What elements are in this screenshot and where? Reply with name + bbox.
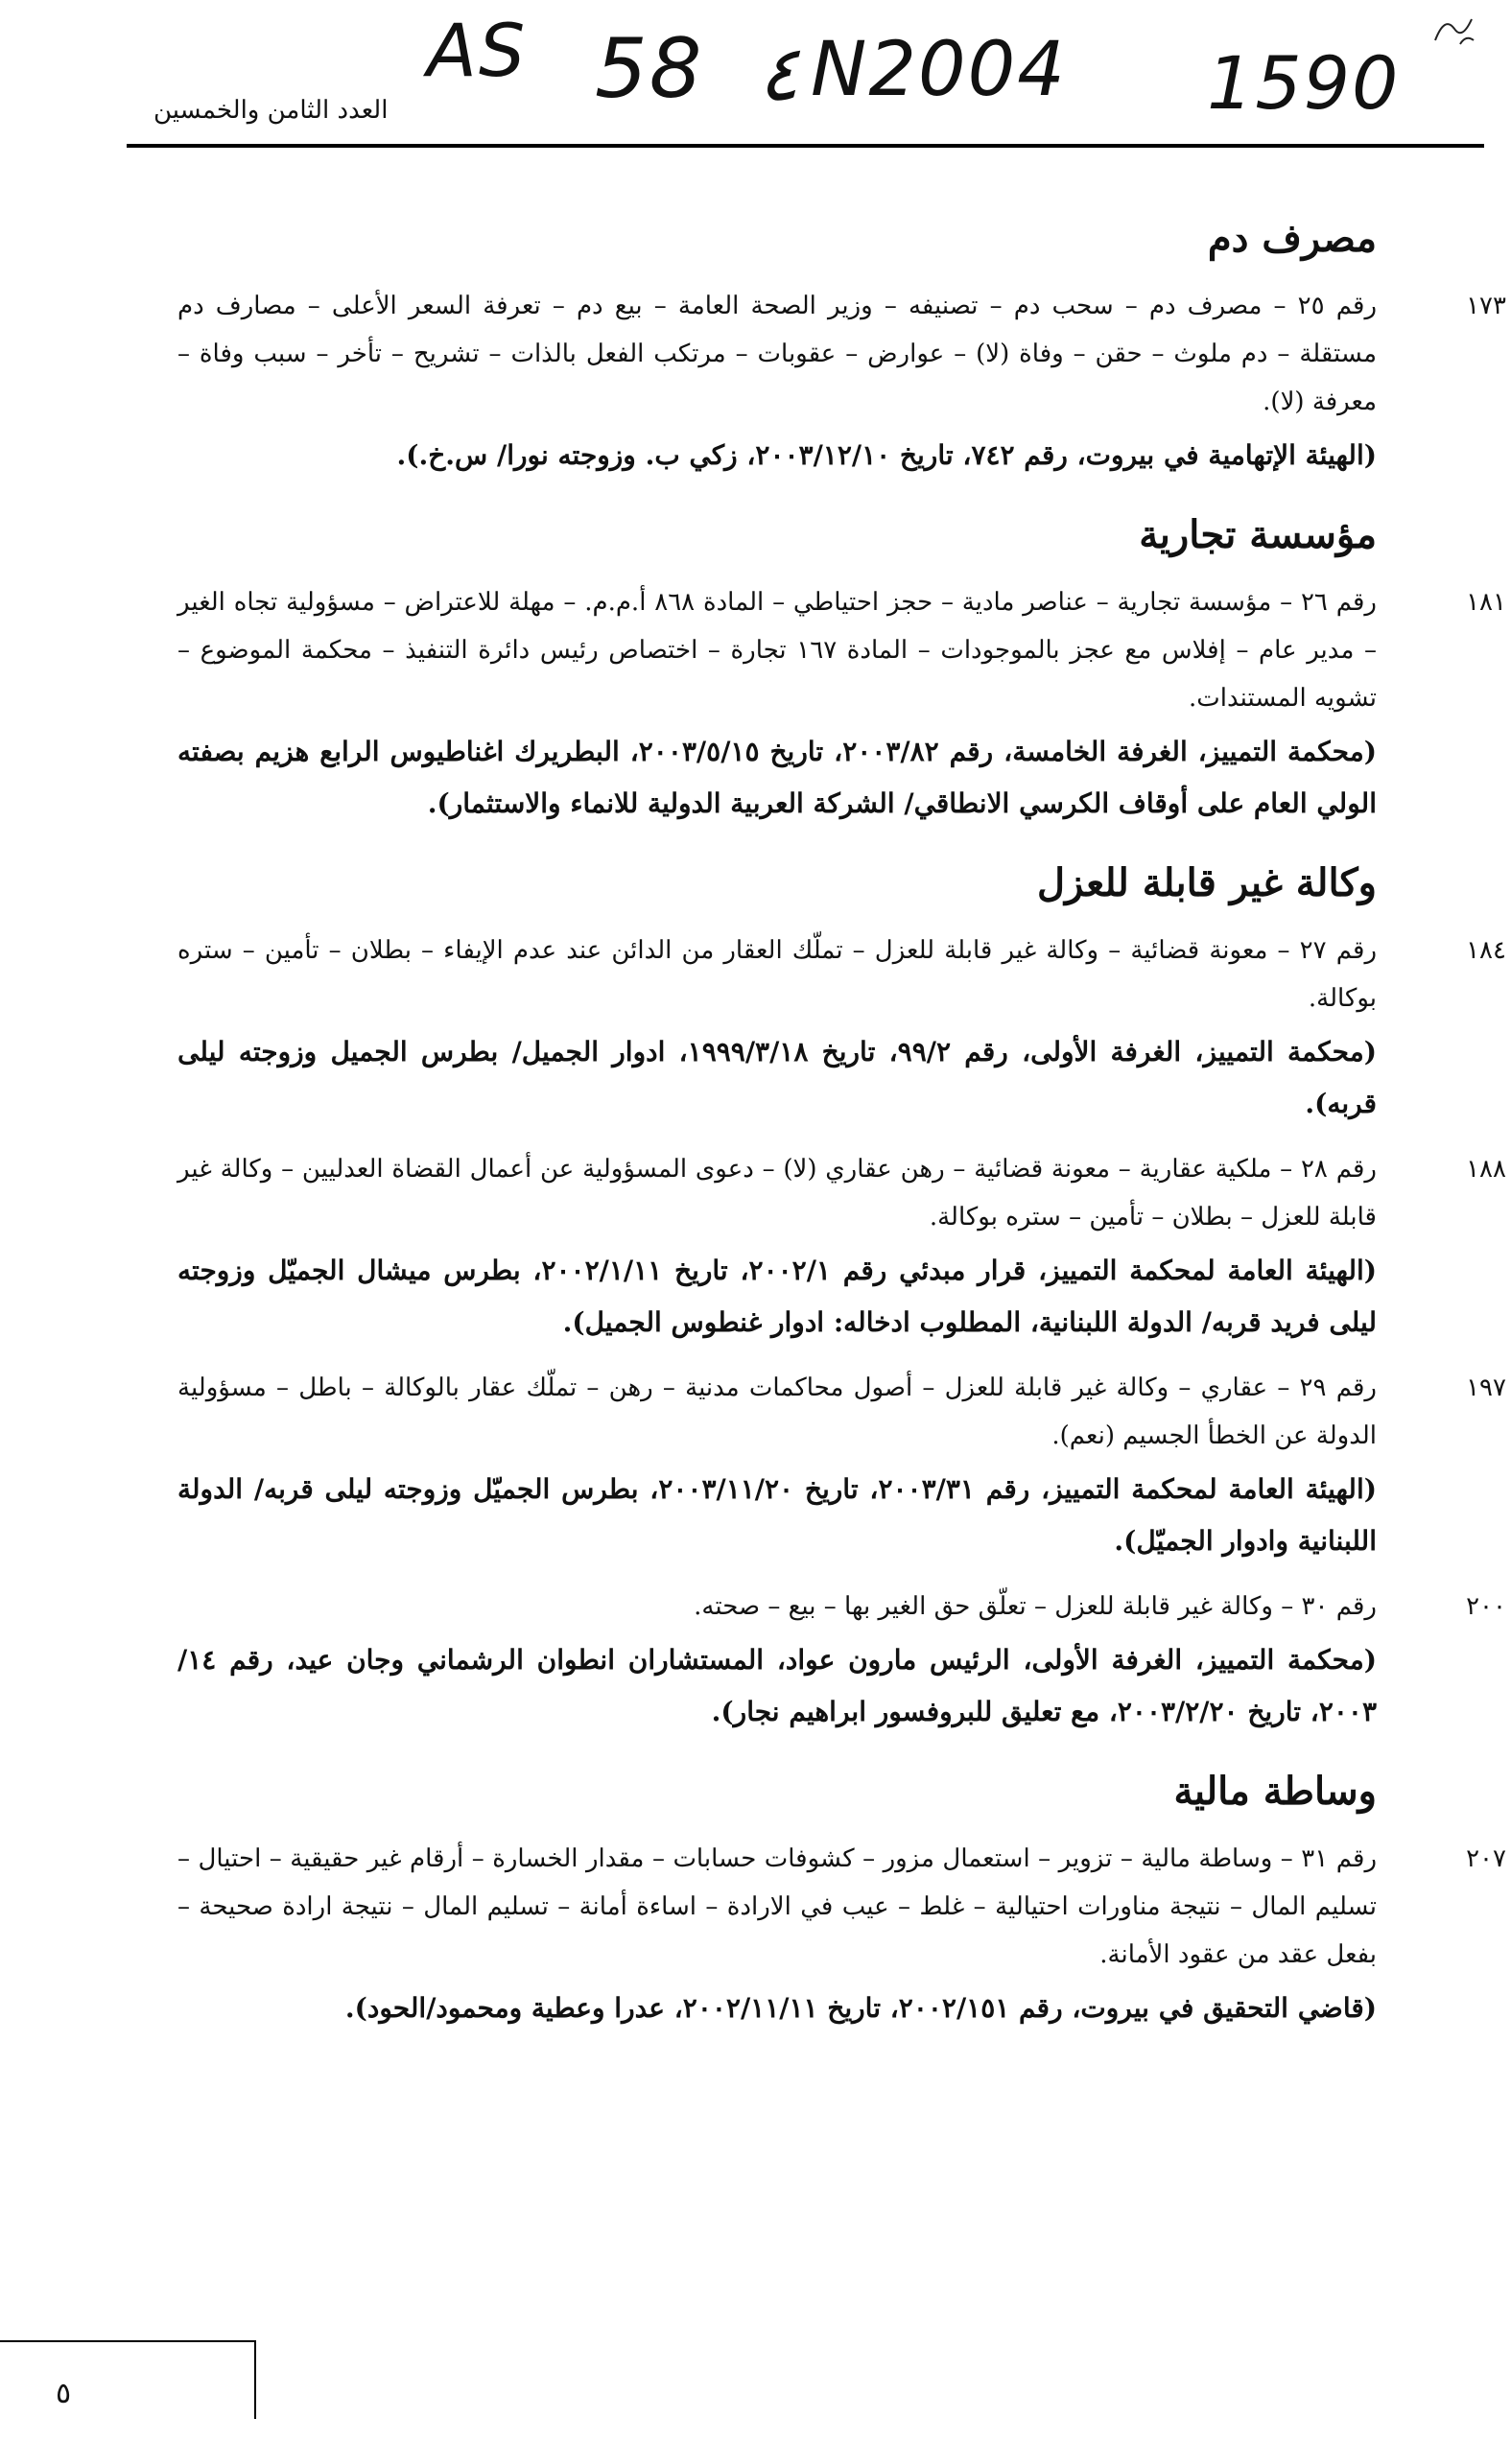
handwritten-annotation-as: AS [427, 8, 528, 93]
entry-citation: (قاضي التحقيق في بيروت، رقم ٢٠٠٢/١٥١، تاريخ ٢٠٠٢/١١/١١، عدرا وعطية ومحمود/الحود). [344, 1992, 1377, 2024]
entry-keywords: رقم ٣١ – وساطة مالية – تزوير – استعمال مزور – كشوفات حسابات – مقدار الخسارة – أرقام غير حقيقية – احتيال – تسليم المال – نتيجة مناورات احتيالية – غلط – عيب في الارادة – اساءة أمانة – تسليم المال – نتيجة ارادة صحيحة – بفعل عقد من عقود الأمانة. [177, 1844, 1377, 1969]
entry-keywords: رقم ٢٦ – مؤسسة تجارية – عناصر مادية – حجز احتياطي – المادة ٨٦٨ أ.م.م. – مهلة للاعتراض – مسؤولية تجاه الغير – مدير عام – إفلاس مع عجز بالموجودات – المادة ١٦٧ تجارة – اختصاص رئيس دائرة التنفيذ – محكمة الموضوع – تشويه المستندات. [177, 588, 1377, 713]
footer-box [0, 2340, 256, 2419]
corner-scribble-icon [1431, 12, 1476, 50]
entry-citation: (الهيئة الإتهامية في بيروت، رقم ٧٤٢، تاريخ ٢٠٠٣/١٢/١٠، زكي ب. وزوجته نورا/ س.خ.). [396, 439, 1377, 471]
entry-keywords: رقم ٢٩ – عقاري – وكالة غير قابلة للعزل – أصول محاكمات مدنية – رهن – تملّك عقار بالوكالة – باطل – مسؤولية الدولة عن الخطأ الجسيم (نعم). [177, 1373, 1377, 1450]
section-heading: وكالة غير قابلة للعزل [1036, 860, 1377, 905]
entry-number: ١٧٣ [1466, 292, 1506, 320]
entry-keywords: رقم ٢٥ – مصرف دم – سحب دم – تصنيفه – وزير الصحة العامة – بيع دم – تعرفة السعر الأعلى – مصارف دم مستقلة – دم ملوث – حقن – وفاة (لا) – عوارض – عقوبات – مرتكب الفعل بالذات – تشريح – تأخر – سبب وفاة – معرفة (لا). [177, 292, 1377, 416]
entry-number: ٢٠٠ [1466, 1592, 1506, 1621]
section-heading: مصرف دم [1207, 216, 1377, 261]
entry-citation: (محكمة التمييز، الغرفة الخامسة، رقم ٢٠٠٣/٨٢، تاريخ ٢٠٠٣/٥/١٥، البطريرك اغناطيوس الرابع هزيم بصفته الولي العام على أوقاف الكرسي الانطاقي/ الشركة العربية الدولية للانماء والاستثمار). [177, 736, 1377, 819]
main-content [177, 216, 1506, 2050]
entry-keywords: رقم ٢٨ – ملكية عقارية – معونة قضائية – رهن عقاري (لا) – دعوى المسؤولية عن أعمال القضاة العدليين – وكالة غير قابلة للعزل – بطلان – تأمين – ستره بوكالة. [177, 1155, 1377, 1232]
entry [177, 1583, 1506, 1738]
handwritten-annotation-year: 1590 [1207, 40, 1401, 126]
header-rule [127, 144, 1484, 148]
entry [177, 1145, 1506, 1349]
handwritten-annotation-number: 58 [595, 21, 704, 117]
entry-citation: (الهيئة العامة لمحكمة التمييز، رقم ٢٠٠٣/٣١، تاريخ ٢٠٠٣/١١/٢٠، بطرس الجميّل وزوجته ليلى قربه/ الدولة اللبنانية وادوار الجميّل). [177, 1473, 1377, 1557]
section-heading: وساطة مالية [1173, 1769, 1377, 1814]
entry-number: ١٨٨ [1466, 1155, 1506, 1184]
entry [177, 282, 1506, 481]
entry-keywords: رقم ٣٠ – وكالة غير قابلة للعزل – تعلّق حق الغير بها – بيع – صحته. [694, 1592, 1377, 1621]
entry [177, 1364, 1506, 1567]
handwritten-annotation-code: N2004 [811, 27, 1067, 113]
page-number: ٥ [56, 2377, 72, 2410]
entry [177, 927, 1506, 1130]
section-heading: مؤسسة تجارية [1139, 512, 1377, 557]
entry-citation: (الهيئة العامة لمحكمة التمييز، قرار مبدئي رقم ٢٠٠٢/١، تاريخ ٢٠٠٢/١/١١، بطرس ميشال الجميّل وزوجته ليلى فريد قربه/ الدولة اللبنانية، المطلوب ادخاله: ادوار غنطوس الجميل). [177, 1255, 1377, 1338]
entry-citation: (محكمة التمييز، الغرفة الأولى، الرئيس مارون عواد، المستشاران انطوان الرشماني وجان عيد، رقم ١٤/ ٢٠٠٣، تاريخ ٢٠٠٣/٢/٢٠، مع تعليق للبروفسور ابراهيم نجار). [177, 1644, 1377, 1727]
entry-citation: (محكمة التمييز، الغرفة الأولى، رقم ٩٩/٢، تاريخ ١٩٩٩/٣/١٨، ادوار الجميل/ بطرس الجميل وزوجته ليلى قربه). [177, 1036, 1378, 1119]
entry-number: ١٨١ [1466, 588, 1506, 617]
handwritten-annotation-arabic-digit: ٤ [758, 29, 799, 118]
entry-number: ١٩٧ [1466, 1373, 1506, 1402]
entry-number: ١٨٤ [1466, 936, 1506, 965]
entry [177, 578, 1506, 830]
entry-number: ٢٠٧ [1466, 1844, 1506, 1873]
issue-label: العدد الثامن والخمسين [153, 96, 389, 125]
entry-keywords: رقم ٢٧ – معونة قضائية – وكالة غير قابلة للعزل – تملّك العقار من الدائن عند عدم الإيفاء – بطلان – تأمين – ستره بوكالة. [177, 936, 1377, 1013]
entry [177, 1835, 1506, 2034]
